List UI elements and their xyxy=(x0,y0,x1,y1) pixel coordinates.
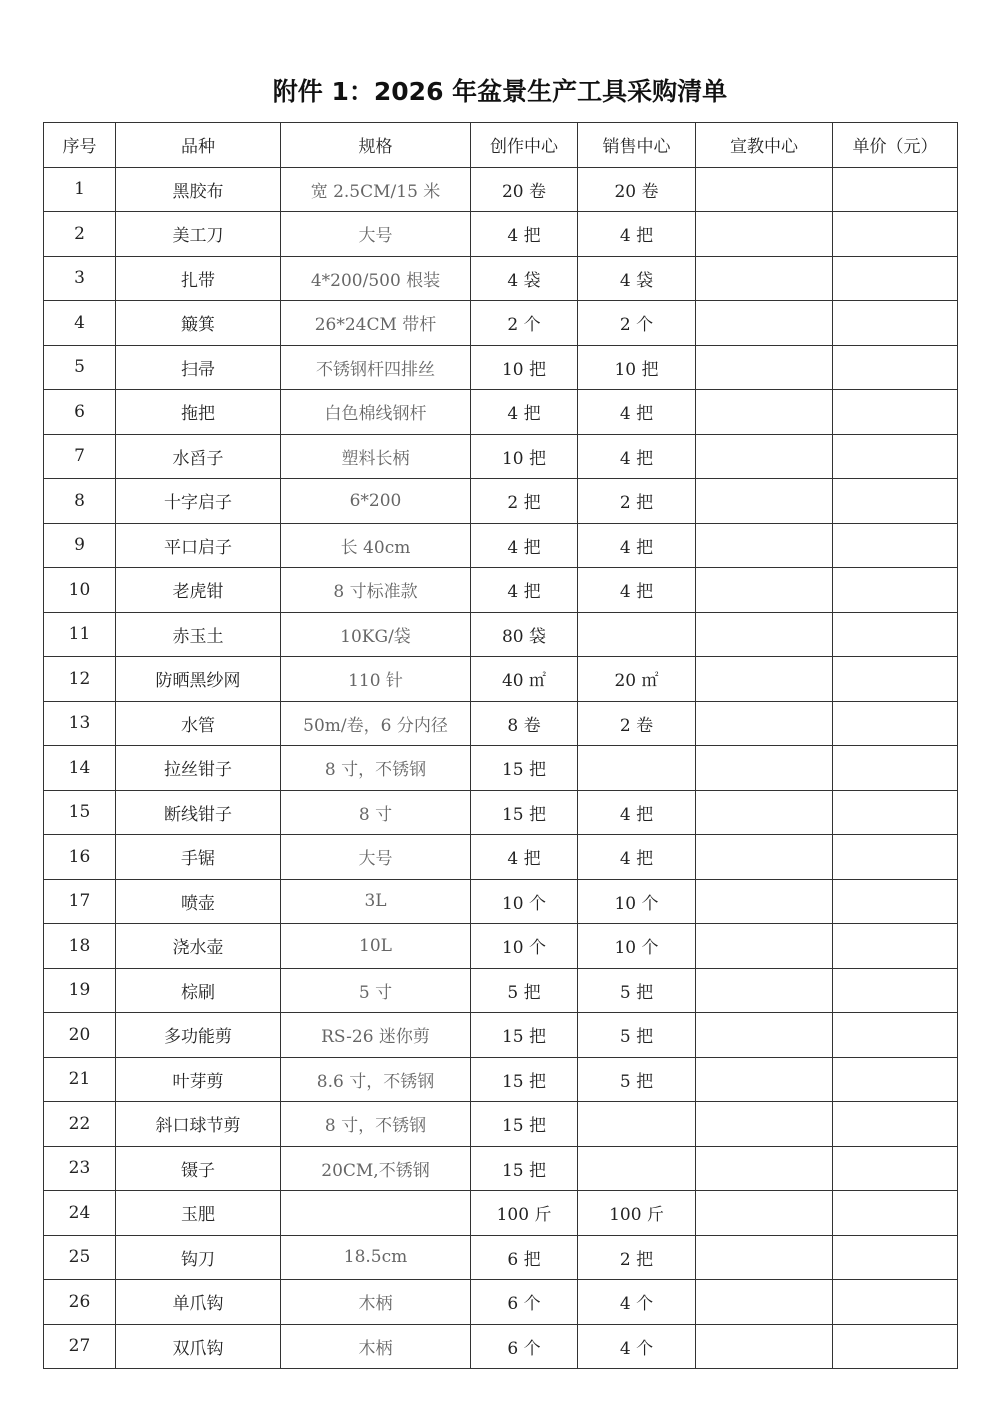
header-cell: 宣教中心 xyxy=(696,123,833,168)
cell-spec: 木柄 xyxy=(281,1324,471,1369)
table-row xyxy=(44,434,958,479)
cell-spec: 大号 xyxy=(281,212,471,257)
cell-spec: 110 针 xyxy=(281,657,471,702)
cell-sales: 4 把 xyxy=(578,523,696,568)
cell-edu xyxy=(696,701,833,746)
cell-price xyxy=(833,746,958,791)
cell-sales: 10 个 xyxy=(578,879,696,924)
cell-spec: 20CM,不锈钢 xyxy=(281,1146,471,1191)
cell-no: 25 xyxy=(44,1235,116,1280)
cell-name: 断线钳子 xyxy=(116,790,281,835)
cell-no: 6 xyxy=(44,390,116,435)
cell-price xyxy=(833,479,958,524)
cell-price xyxy=(833,1102,958,1147)
cell-spec: 宽 2.5CM/15 米 xyxy=(281,167,471,212)
cell-edu xyxy=(696,479,833,524)
cell-create: 15 把 xyxy=(471,746,578,791)
cell-create: 15 把 xyxy=(471,1013,578,1058)
cell-spec: 8 寸标准款 xyxy=(281,568,471,613)
cell-create: 2 把 xyxy=(471,479,578,524)
cell-name: 十字启子 xyxy=(116,479,281,524)
cell-edu xyxy=(696,1102,833,1147)
cell-price xyxy=(833,1013,958,1058)
cell-spec: 3L xyxy=(281,879,471,924)
table-row xyxy=(44,1146,958,1191)
cell-create: 15 把 xyxy=(471,1102,578,1147)
cell-no: 19 xyxy=(44,968,116,1013)
cell-create: 6 个 xyxy=(471,1324,578,1369)
cell-edu xyxy=(696,1013,833,1058)
cell-price xyxy=(833,523,958,568)
cell-no: 22 xyxy=(44,1102,116,1147)
cell-edu xyxy=(696,212,833,257)
cell-price xyxy=(833,612,958,657)
cell-sales: 5 把 xyxy=(578,968,696,1013)
cell-name: 叶芽剪 xyxy=(116,1057,281,1102)
cell-spec: 不锈钢杆四排丝 xyxy=(281,345,471,390)
cell-spec: 10L xyxy=(281,924,471,969)
cell-price xyxy=(833,301,958,346)
cell-price xyxy=(833,835,958,880)
cell-sales: 4 个 xyxy=(578,1324,696,1369)
cell-create: 10 个 xyxy=(471,924,578,969)
header-cell: 单价（元） xyxy=(833,123,958,168)
cell-no: 10 xyxy=(44,568,116,613)
cell-price xyxy=(833,212,958,257)
cell-price xyxy=(833,1324,958,1369)
table-row xyxy=(44,1057,958,1102)
cell-sales xyxy=(578,746,696,791)
cell-create: 80 袋 xyxy=(471,612,578,657)
cell-create: 40 ㎡ xyxy=(471,657,578,702)
cell-no: 18 xyxy=(44,924,116,969)
cell-edu xyxy=(696,301,833,346)
table-row xyxy=(44,167,958,212)
cell-price xyxy=(833,345,958,390)
cell-spec: 50m/卷，6 分内径 xyxy=(281,701,471,746)
cell-name: 防晒黑纱网 xyxy=(116,657,281,702)
cell-create: 10 个 xyxy=(471,879,578,924)
cell-sales: 5 把 xyxy=(578,1013,696,1058)
cell-no: 9 xyxy=(44,523,116,568)
cell-sales: 4 把 xyxy=(578,390,696,435)
cell-edu xyxy=(696,1146,833,1191)
cell-edu xyxy=(696,879,833,924)
cell-price xyxy=(833,657,958,702)
cell-spec: 26*24CM 带杆 xyxy=(281,301,471,346)
cell-create: 6 把 xyxy=(471,1235,578,1280)
table-row xyxy=(44,1324,958,1369)
table-row xyxy=(44,568,958,613)
cell-edu xyxy=(696,790,833,835)
cell-spec: 塑料长柄 xyxy=(281,434,471,479)
cell-price xyxy=(833,1057,958,1102)
cell-create: 4 把 xyxy=(471,212,578,257)
cell-no: 14 xyxy=(44,746,116,791)
table-row xyxy=(44,256,958,301)
cell-no: 13 xyxy=(44,701,116,746)
cell-no: 8 xyxy=(44,479,116,524)
cell-edu xyxy=(696,924,833,969)
cell-edu xyxy=(696,256,833,301)
table-row xyxy=(44,345,958,390)
table-body xyxy=(44,167,958,1369)
cell-edu xyxy=(696,835,833,880)
table-row xyxy=(44,1235,958,1280)
cell-name: 扫帚 xyxy=(116,345,281,390)
cell-price xyxy=(833,968,958,1013)
cell-no: 21 xyxy=(44,1057,116,1102)
cell-create: 4 把 xyxy=(471,523,578,568)
cell-sales: 20 卷 xyxy=(578,167,696,212)
cell-edu xyxy=(696,612,833,657)
table-row xyxy=(44,523,958,568)
table-row xyxy=(44,790,958,835)
cell-edu xyxy=(696,1324,833,1369)
cell-edu xyxy=(696,1057,833,1102)
cell-edu xyxy=(696,434,833,479)
cell-price xyxy=(833,790,958,835)
table-header-row xyxy=(44,123,958,168)
cell-spec: 4*200/500 根装 xyxy=(281,256,471,301)
table-row xyxy=(44,301,958,346)
cell-edu xyxy=(696,968,833,1013)
cell-sales: 4 把 xyxy=(578,835,696,880)
table-row xyxy=(44,1102,958,1147)
cell-no: 20 xyxy=(44,1013,116,1058)
table-row xyxy=(44,924,958,969)
cell-edu xyxy=(696,1191,833,1236)
cell-no: 1 xyxy=(44,167,116,212)
cell-no: 12 xyxy=(44,657,116,702)
cell-price xyxy=(833,167,958,212)
table-row xyxy=(44,835,958,880)
cell-no: 7 xyxy=(44,434,116,479)
cell-create: 15 把 xyxy=(471,790,578,835)
cell-name: 浇水壶 xyxy=(116,924,281,969)
header-cell: 规格 xyxy=(281,123,471,168)
cell-sales xyxy=(578,612,696,657)
cell-name: 镊子 xyxy=(116,1146,281,1191)
cell-spec: 长 40cm xyxy=(281,523,471,568)
cell-create: 20 卷 xyxy=(471,167,578,212)
cell-name: 水管 xyxy=(116,701,281,746)
cell-price xyxy=(833,568,958,613)
cell-price xyxy=(833,434,958,479)
cell-name: 簸箕 xyxy=(116,301,281,346)
cell-name: 水舀子 xyxy=(116,434,281,479)
cell-no: 26 xyxy=(44,1280,116,1325)
cell-spec: 8 寸 xyxy=(281,790,471,835)
table-row xyxy=(44,1191,958,1236)
table-row xyxy=(44,212,958,257)
cell-sales: 4 把 xyxy=(578,568,696,613)
cell-create: 4 把 xyxy=(471,568,578,613)
cell-edu xyxy=(696,1280,833,1325)
cell-edu xyxy=(696,657,833,702)
cell-edu xyxy=(696,523,833,568)
cell-name: 拖把 xyxy=(116,390,281,435)
cell-sales: 5 把 xyxy=(578,1057,696,1102)
cell-spec xyxy=(281,1191,471,1236)
cell-name: 拉丝钳子 xyxy=(116,746,281,791)
cell-name: 扎带 xyxy=(116,256,281,301)
cell-create: 4 把 xyxy=(471,835,578,880)
cell-price xyxy=(833,1235,958,1280)
cell-create: 10 把 xyxy=(471,345,578,390)
cell-create: 8 卷 xyxy=(471,701,578,746)
cell-name: 棕刷 xyxy=(116,968,281,1013)
table-row xyxy=(44,390,958,435)
table-row xyxy=(44,657,958,702)
cell-create: 2 个 xyxy=(471,301,578,346)
cell-sales: 2 把 xyxy=(578,479,696,524)
cell-name: 黑胶布 xyxy=(116,167,281,212)
cell-spec: 8 寸，不锈钢 xyxy=(281,1102,471,1147)
table-row xyxy=(44,479,958,524)
cell-spec: 10KG/袋 xyxy=(281,612,471,657)
cell-sales: 10 个 xyxy=(578,924,696,969)
cell-sales: 4 把 xyxy=(578,212,696,257)
cell-no: 23 xyxy=(44,1146,116,1191)
cell-spec: 8.6 寸，不锈钢 xyxy=(281,1057,471,1102)
cell-create: 15 把 xyxy=(471,1146,578,1191)
cell-no: 15 xyxy=(44,790,116,835)
cell-sales: 4 把 xyxy=(578,790,696,835)
cell-sales: 4 个 xyxy=(578,1280,696,1325)
cell-edu xyxy=(696,568,833,613)
cell-price xyxy=(833,1146,958,1191)
cell-sales: 2 把 xyxy=(578,1235,696,1280)
cell-name: 多功能剪 xyxy=(116,1013,281,1058)
header-cell: 销售中心 xyxy=(578,123,696,168)
cell-sales: 4 把 xyxy=(578,434,696,479)
header-cell: 序号 xyxy=(44,123,116,168)
header-cell: 品种 xyxy=(116,123,281,168)
cell-price xyxy=(833,924,958,969)
cell-create: 10 把 xyxy=(471,434,578,479)
cell-create: 5 把 xyxy=(471,968,578,1013)
cell-price xyxy=(833,701,958,746)
cell-name: 喷壶 xyxy=(116,879,281,924)
cell-name: 双爪钩 xyxy=(116,1324,281,1369)
cell-spec: 木柄 xyxy=(281,1280,471,1325)
cell-name: 手锯 xyxy=(116,835,281,880)
cell-price xyxy=(833,1280,958,1325)
table-row xyxy=(44,612,958,657)
cell-spec: 6*200 xyxy=(281,479,471,524)
purchase-table xyxy=(43,122,958,1369)
cell-edu xyxy=(696,1235,833,1280)
table-row xyxy=(44,968,958,1013)
cell-spec: 大号 xyxy=(281,835,471,880)
cell-spec: 8 寸，不锈钢 xyxy=(281,746,471,791)
cell-no: 17 xyxy=(44,879,116,924)
cell-name: 平口启子 xyxy=(116,523,281,568)
cell-create: 100 斤 xyxy=(471,1191,578,1236)
cell-create: 4 袋 xyxy=(471,256,578,301)
cell-sales xyxy=(578,1146,696,1191)
cell-no: 4 xyxy=(44,301,116,346)
table-row xyxy=(44,1280,958,1325)
cell-no: 5 xyxy=(44,345,116,390)
cell-spec: RS-26 迷你剪 xyxy=(281,1013,471,1058)
cell-sales: 20 ㎡ xyxy=(578,657,696,702)
cell-name: 玉肥 xyxy=(116,1191,281,1236)
cell-no: 24 xyxy=(44,1191,116,1236)
cell-create: 4 把 xyxy=(471,390,578,435)
cell-price xyxy=(833,879,958,924)
cell-create: 15 把 xyxy=(471,1057,578,1102)
cell-price xyxy=(833,390,958,435)
header-cell: 创作中心 xyxy=(471,123,578,168)
cell-name: 单爪钩 xyxy=(116,1280,281,1325)
table-row xyxy=(44,879,958,924)
cell-no: 27 xyxy=(44,1324,116,1369)
cell-name: 钩刀 xyxy=(116,1235,281,1280)
cell-edu xyxy=(696,390,833,435)
cell-no: 11 xyxy=(44,612,116,657)
cell-sales: 2 个 xyxy=(578,301,696,346)
cell-price xyxy=(833,256,958,301)
cell-no: 3 xyxy=(44,256,116,301)
cell-sales: 10 把 xyxy=(578,345,696,390)
cell-no: 2 xyxy=(44,212,116,257)
cell-name: 赤玉土 xyxy=(116,612,281,657)
cell-name: 老虎钳 xyxy=(116,568,281,613)
cell-sales: 100 斤 xyxy=(578,1191,696,1236)
cell-edu xyxy=(696,345,833,390)
cell-name: 美工刀 xyxy=(116,212,281,257)
cell-sales xyxy=(578,1102,696,1147)
cell-sales: 2 卷 xyxy=(578,701,696,746)
table-row xyxy=(44,1013,958,1058)
table-row xyxy=(44,746,958,791)
cell-no: 16 xyxy=(44,835,116,880)
cell-name: 斜口球节剪 xyxy=(116,1102,281,1147)
cell-spec: 白色棉线钢杆 xyxy=(281,390,471,435)
cell-spec: 18.5cm xyxy=(281,1235,471,1280)
cell-sales: 4 袋 xyxy=(578,256,696,301)
cell-price xyxy=(833,1191,958,1236)
cell-edu xyxy=(696,167,833,212)
cell-edu xyxy=(696,746,833,791)
table-row xyxy=(44,701,958,746)
cell-create: 6 个 xyxy=(471,1280,578,1325)
page-title: 附件 1：2026 年盆景生产工具采购清单 xyxy=(272,77,728,106)
cell-spec: 5 寸 xyxy=(281,968,471,1013)
